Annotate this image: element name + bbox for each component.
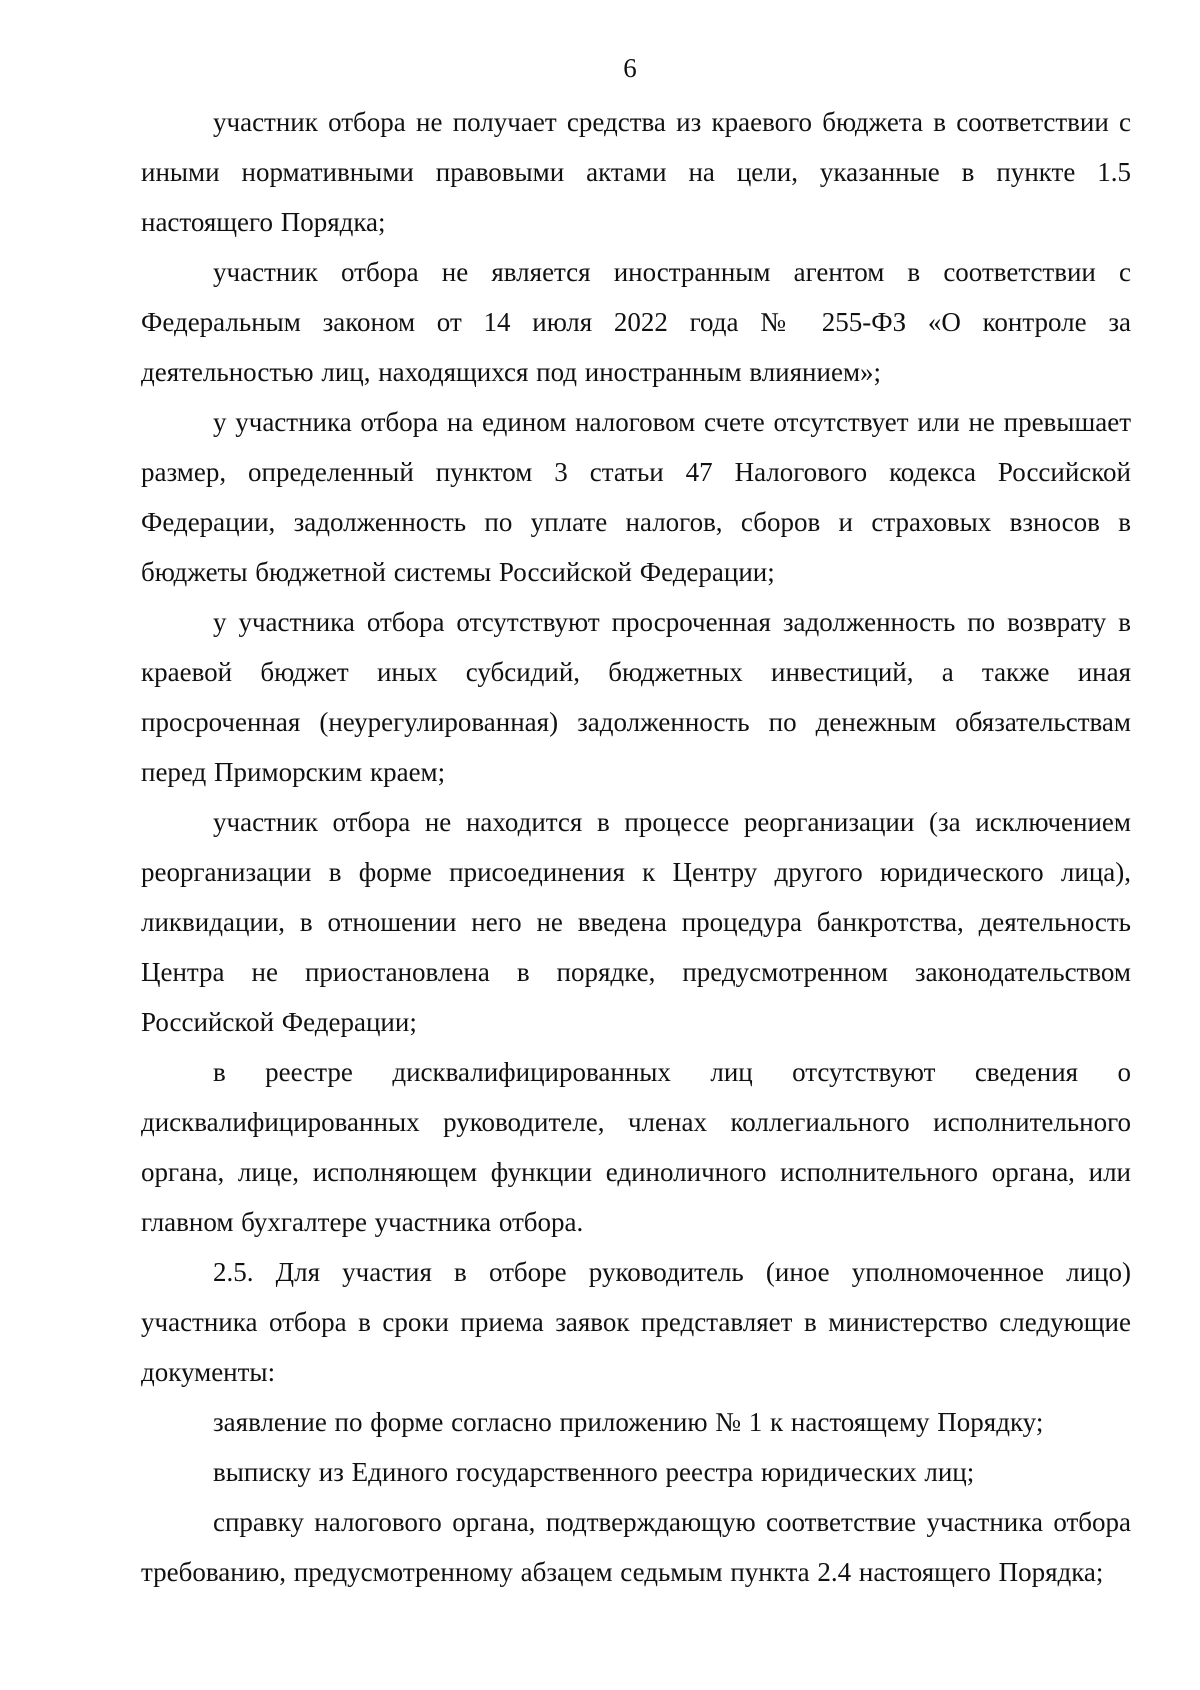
page-number: 6 bbox=[623, 53, 637, 83]
paragraph-registry-extract: выписку из Единого государственного реестра юридических лиц; bbox=[213, 1457, 975, 1487]
paragraph-not-foreign-agent: участник отбора не является иностранным агентом в соответствии с Федеральным законом от 14 июля 2022 года № 255-ФЗ «О контроле за деятельностью лиц, находящихся под иностранным влиянием»; bbox=[141, 257, 1131, 387]
paragraph-disqualified-persons: в реестре дисквалифицированных лиц отсутствуют сведения о дисквалифицированных руководителе, членах коллегиального исполнительного органа, лице, исполняющем функции единоличного исполнительного органа, или главном бухгалтере участника отбора. bbox=[141, 1057, 1131, 1237]
paragraph-no-budget-funds: участник отбора не получает средства из краевого бюджета в соответствии с иными нормативными правовыми актами на цели, указанные в пункте 1.5 настоящего Порядка; bbox=[141, 107, 1131, 237]
paragraph-reorganization: участник отбора не находится в процессе реорганизации (за исключением реорганизации в форме присоединения к Центру другого юридического лица), ликвидации, в отношении него не введена процедура банкротства, деятельность Центра не приостановлена в порядке, предусмотренном законодательством Российской Федерации; bbox=[141, 807, 1131, 1037]
paragraph-section-2-5: 2.5. Для участия в отборе руководитель (иное уполномоченное лицо) участника отбора в сроки приема заявок представляет в министерство следующие документы: bbox=[141, 1257, 1131, 1387]
paragraph-tax-debt: у участника отбора на едином налоговом счете отсутствует или не превышает размер, определенный пунктом 3 статьи 47 Налогового кодекса Российской Федерации, задолженность по уплате налогов, сборов и страховых взносов в бюджеты бюджетной системы Российской Федерации; bbox=[141, 407, 1131, 587]
paragraph-application-form: заявление по форме согласно приложению № 1 к настоящему Порядку; bbox=[213, 1407, 1044, 1437]
paragraph-overdue-debt: у участника отбора отсутствуют просроченная задолженность по возврату в краевой бюджет иных субсидий, бюджетных инвестиций, а также иная просроченная (неурегулированная) задолженность по денежным обязательствам перед Приморским краем; bbox=[141, 607, 1131, 787]
paragraph-tax-certificate: справку налогового органа, подтверждающую соответствие участника отбора требованию, предусмотренному абзацем седьмым пункта 2.4 настоящего Порядка; bbox=[141, 1507, 1131, 1587]
document-body bbox=[141, 97, 1131, 1597]
